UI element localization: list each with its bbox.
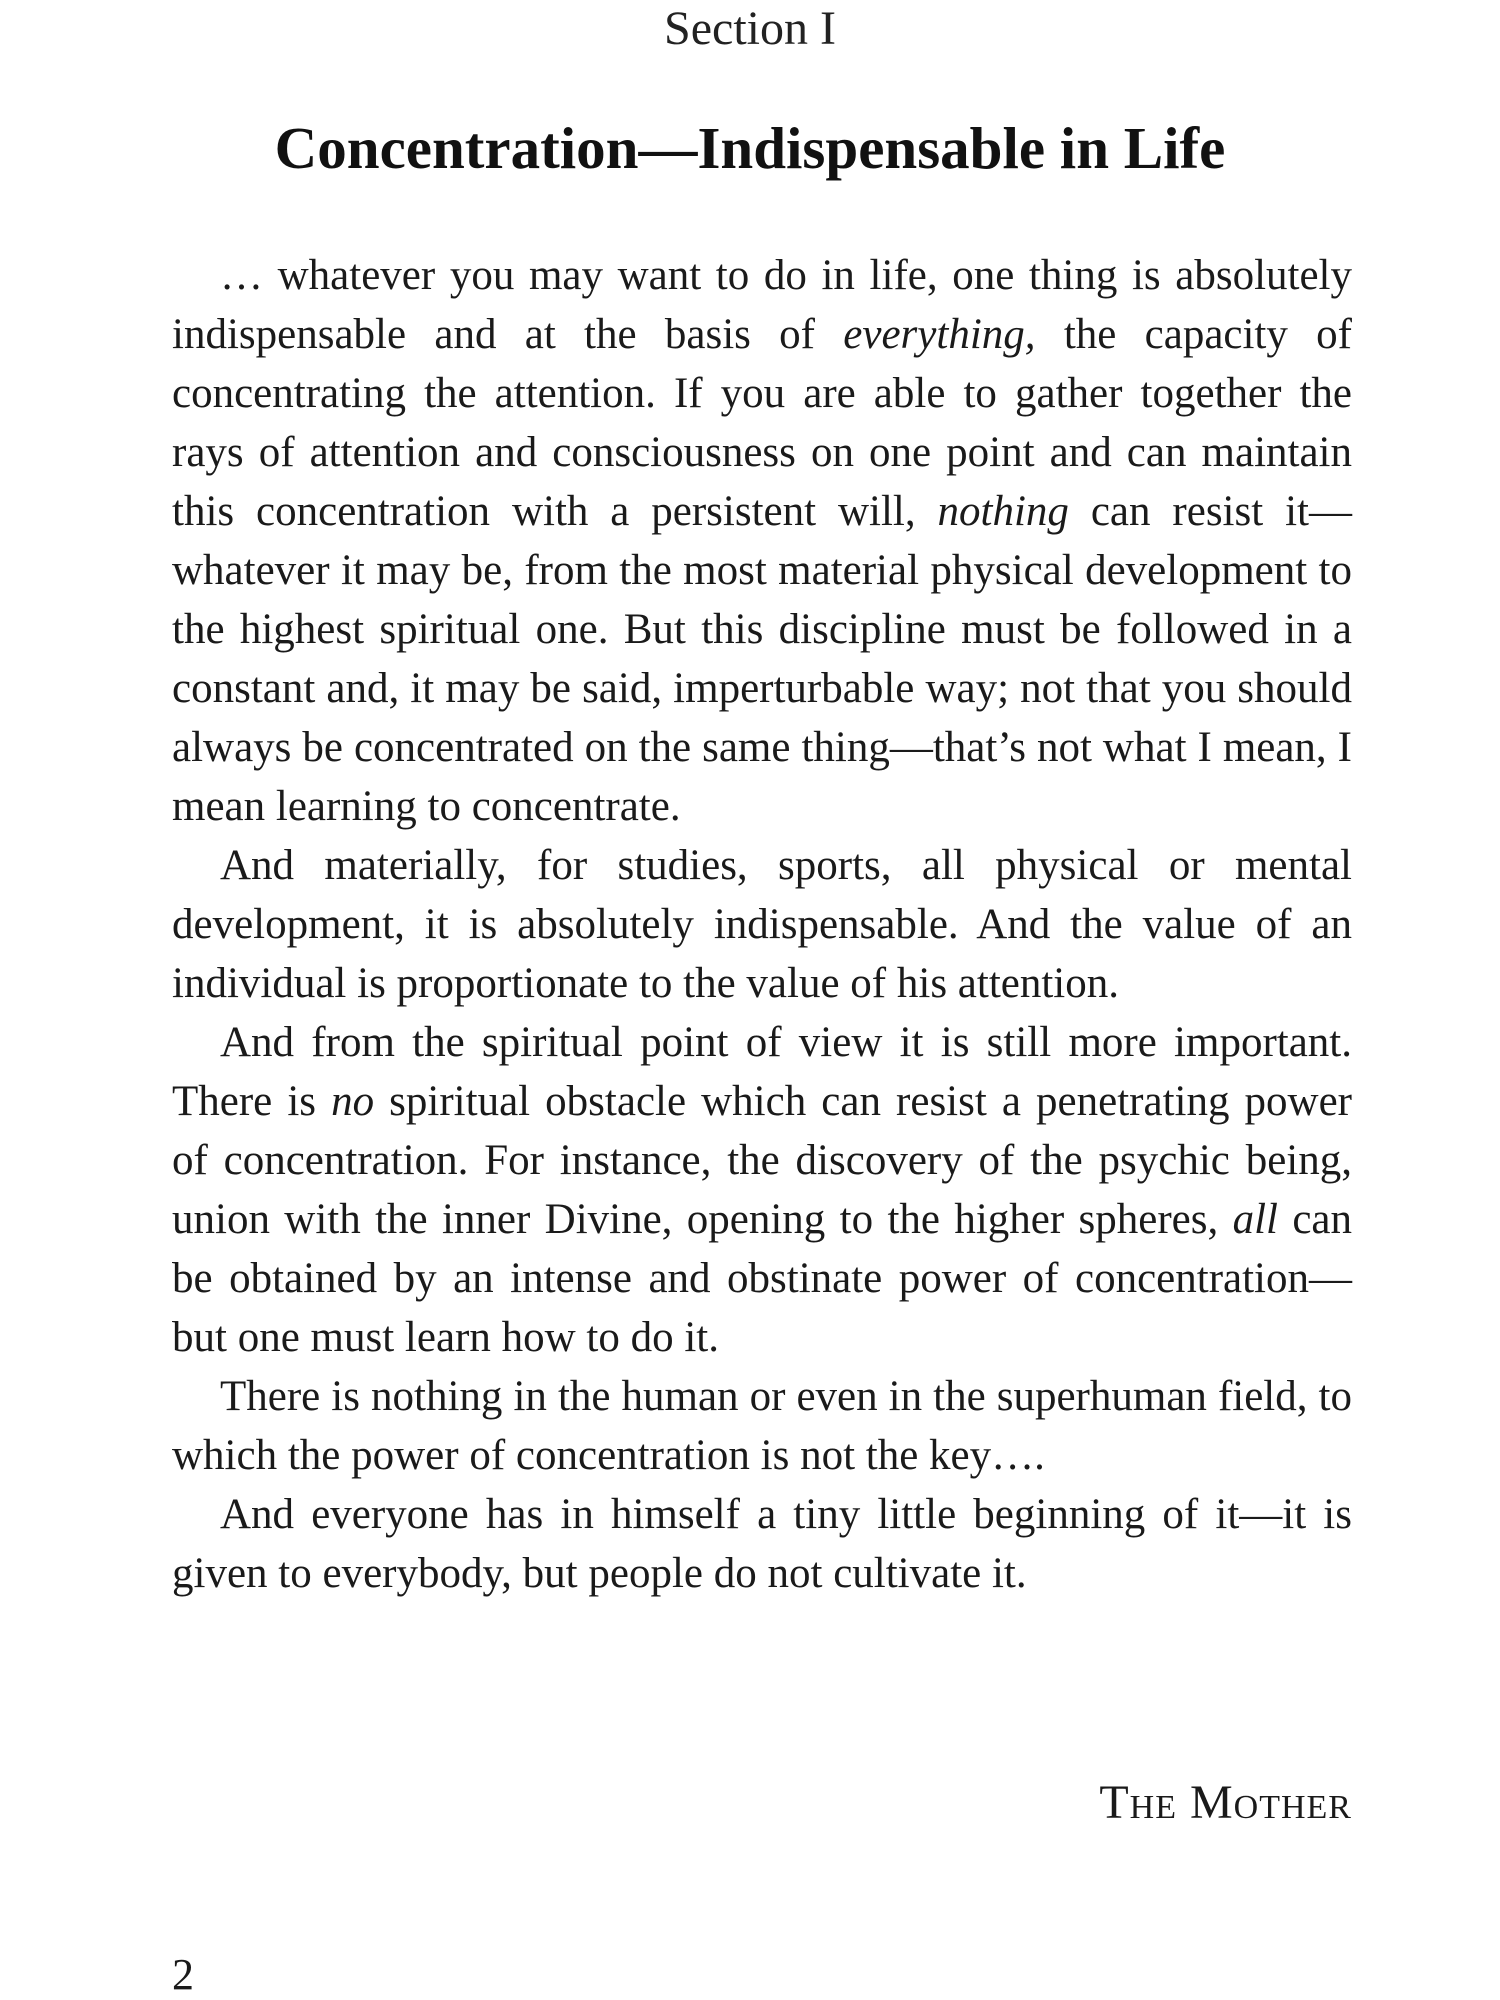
italic-text-segment: everything, — [843, 311, 1036, 358]
text-segment: … whatever you may want to do in life, one thing is absolutely indispensable and at the basis of — [172, 252, 1352, 358]
section-label: Section I — [664, 2, 836, 55]
paragraph — [172, 1013, 1352, 1367]
page-number: 2 — [172, 1950, 194, 1999]
text-segment: And materially, for studies, sports, all physical or mental development, it is absolutely indispensable. And the value of an individual is proportionate to the value of his attention. — [172, 842, 1352, 1007]
text-segment: And from the spiritual point of view it is still more important. There is — [172, 1019, 1352, 1125]
chapter-title: Concentration—Indispensable in Life — [274, 115, 1226, 181]
text-segment: the capacity of concentrating the attention. If you are able to gather together the rays of attention and consciousness on one point and can maintain this concentration with a persistent will, — [172, 311, 1352, 535]
text-segment: spiritual obstacle which can resist a penetrating power of concentration. For instance, the discovery of the psychic being, union with the inner Divine, opening to the higher spheres, — [172, 1078, 1352, 1243]
author-attribution: The Mother — [1099, 1776, 1352, 1829]
paragraph — [172, 246, 1352, 836]
text-segment: can resist it—whatever it may be, from the most material physical development to the highest spiritual one. But this discipline must be followed in a constant and, it may be said, imperturbable way; not that you should always be concentrated on the same thing—that’s not what I mean, I mean learning to concentrate. — [172, 488, 1352, 830]
paragraph — [172, 1485, 1352, 1603]
text-segment: And everyone has in himself a tiny little beginning of it—it is given to everybody, but people do not cultivate it. — [172, 1491, 1352, 1597]
text-segment: There is nothing in the human or even in the superhuman field, to which the power of concentration is not the key…. — [172, 1373, 1352, 1479]
body-text — [172, 246, 1352, 1603]
paragraph — [172, 836, 1352, 1013]
italic-text-segment: all — [1232, 1196, 1278, 1243]
italic-text-segment: no — [331, 1078, 375, 1125]
text-segment: can be obtained by an intense and obstinate power of concentration—but one must learn how to do it. — [172, 1196, 1352, 1361]
paragraph — [172, 1367, 1352, 1485]
italic-text-segment: nothing — [937, 488, 1069, 535]
